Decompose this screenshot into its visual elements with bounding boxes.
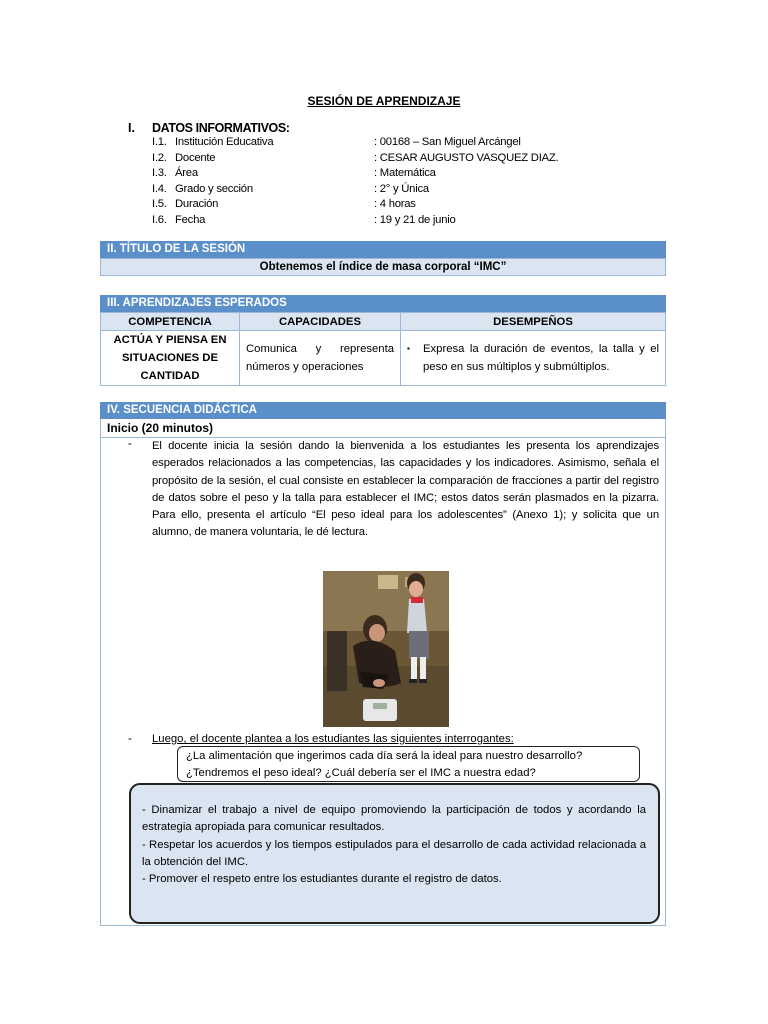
info-value: : CESAR AUGUSTO VASQUEZ DIAZ. bbox=[374, 152, 559, 164]
info-row-teacher bbox=[152, 152, 592, 168]
performance-text: Expresa la duración de eventos, la talla y el peso en sus múltiplos y submúltiplos. bbox=[423, 343, 659, 373]
info-label: Grado y sección bbox=[175, 183, 253, 195]
column-header-performance: DESEMPEÑOS bbox=[401, 313, 666, 331]
session-title: Obtenemos el índice de masa corporal “IMC” bbox=[100, 258, 666, 276]
note-item: - Promover el respeto entre los estudiantes durante el registro de datos. bbox=[142, 873, 502, 886]
classroom-photo bbox=[323, 571, 449, 727]
note-item: - Dinamizar el trabajo a nivel de equipo promoviendo la participación de todos y acordando la estrategia apropiada para comunicar resultados. bbox=[142, 804, 646, 834]
info-value: : 2° y Única bbox=[374, 183, 429, 195]
info-label: Duración bbox=[175, 198, 219, 210]
table-row bbox=[101, 331, 666, 386]
info-value: : Matemática bbox=[374, 167, 436, 179]
info-label: Área bbox=[175, 167, 198, 179]
column-header-competence: COMPETENCIA bbox=[101, 313, 240, 331]
notes-box bbox=[129, 783, 660, 924]
list-dash: - bbox=[128, 733, 132, 745]
info-label: Docente bbox=[175, 152, 216, 164]
section-i-title: DATOS INFORMATIVOS: bbox=[152, 121, 290, 135]
capacity-cell: Comunica y representa números y operaciones bbox=[240, 331, 401, 386]
info-number: I.6. bbox=[152, 214, 167, 226]
info-value: : 4 horas bbox=[374, 198, 416, 210]
list-dash: - bbox=[128, 438, 132, 450]
competence-cell: ACTÚA Y PIENSA EN SITUACIONES DE CANTIDAD bbox=[101, 331, 240, 386]
note-item: - Respetar los acuerdos y los tiempos estipulados para el desarrollo de cada actividad relacionada a la obtención del IMC. bbox=[142, 838, 646, 868]
info-value: : 00168 – San Miguel Arcángel bbox=[374, 136, 521, 148]
info-label: Institución Educativa bbox=[175, 136, 274, 148]
info-value: : 19 y 21 de junio bbox=[374, 214, 456, 226]
info-row-duration bbox=[152, 198, 592, 214]
table-header-row bbox=[101, 313, 666, 331]
learning-table bbox=[100, 312, 666, 386]
info-number: I.2. bbox=[152, 152, 167, 164]
sequence-paragraph: El docente inicia la sesión dando la bienvenida a los estudiantes les presenta los aprendizajes esperados relacionados a las competencias, las capacidades y los indicadores. Asimismo, señala el propósito de la sesión, el cual consiste en establecer la comparación de fracciones a partir del registro de datos sobre el peso y la talla para establecer el IMC; estos datos serán plasmados en la pizarra. Para ello, presenta el artículo “El peso ideal para los adolescentes” (Anexo 1); y solicita que un alumno, de manera voluntaria, le dé lectura. bbox=[152, 440, 659, 539]
info-row-grade bbox=[152, 183, 592, 199]
info-number: I.1. bbox=[152, 136, 167, 148]
info-number: I.5. bbox=[152, 198, 167, 210]
questions-box: ¿La alimentación que ingerimos cada día será la ideal para nuestro desarrollo? ¿Tendremos el peso ideal? ¿Cuál debería ser el IMC a nuestra edad? bbox=[177, 746, 640, 782]
info-row-institution bbox=[152, 136, 592, 152]
info-row-area bbox=[152, 167, 592, 183]
page-title: SESIÓN DE APRENDIZAJE bbox=[307, 94, 461, 108]
inicio-label: Inicio (20 minutos) bbox=[100, 419, 666, 437]
section-ii-heading: II. TÍTULO DE LA SESIÓN bbox=[100, 241, 666, 258]
info-row-date bbox=[152, 214, 592, 230]
questions-intro: Luego, el docente plantea a los estudiantes las siguientes interrogantes: bbox=[152, 733, 514, 745]
info-number: I.3. bbox=[152, 167, 167, 179]
column-header-capacities: CAPACIDADES bbox=[240, 313, 401, 331]
section-iii-heading: III. APRENDIZAJES ESPERADOS bbox=[100, 295, 666, 312]
section-iv-heading: IV. SECUENCIA DIDÁCTICA bbox=[100, 402, 666, 419]
bullet-icon: ▪ bbox=[407, 344, 410, 353]
info-label: Fecha bbox=[175, 214, 206, 226]
performance-cell bbox=[401, 331, 666, 386]
section-i-number: I. bbox=[128, 121, 135, 135]
info-number: I.4. bbox=[152, 183, 167, 195]
